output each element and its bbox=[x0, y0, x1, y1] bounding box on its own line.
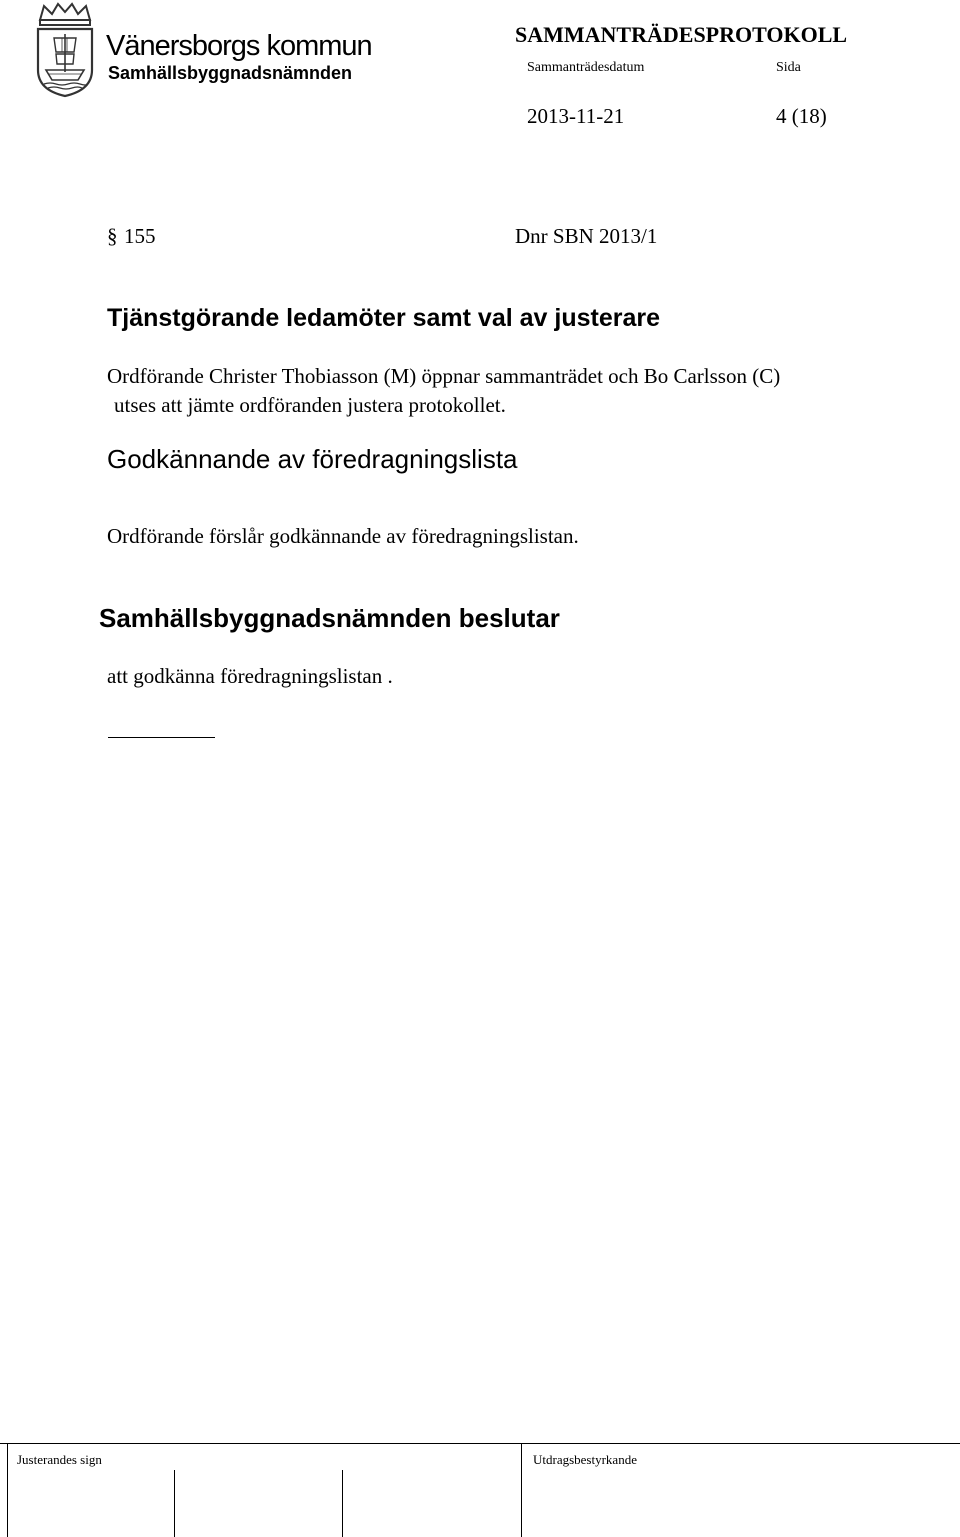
footer-column-line bbox=[342, 1470, 343, 1537]
footer-column-line bbox=[521, 1443, 522, 1537]
paragraph-symbol: § bbox=[107, 224, 118, 248]
municipality-crest-icon bbox=[34, 2, 96, 98]
footer-divider bbox=[0, 1443, 960, 1444]
section-text-attendance-line2: utses att jämte ordföranden justera protokollet. bbox=[114, 393, 506, 417]
paragraph-number: 155 bbox=[124, 224, 156, 248]
department-name: Samhällsbyggnadsnämnden bbox=[108, 63, 353, 83]
page-label: Sida bbox=[776, 60, 801, 75]
page-number-value: 4 (18) bbox=[776, 104, 827, 128]
footer-sign-label: Justerandes sign bbox=[17, 1452, 102, 1467]
section-text-attendance-line1: Ordförande Christer Thobiasson (M) öppnar sammanträdet och Bo Carlsson (C) bbox=[107, 364, 781, 388]
section-heading-attendance: Tjänstgörande ledamöter samt val av justerare bbox=[107, 304, 660, 332]
footer-column-line bbox=[7, 1443, 8, 1537]
section-heading-decision: Samhällsbyggnadsnämnden beslutar bbox=[99, 603, 560, 633]
org-name: Vänersborgs kommun bbox=[106, 30, 372, 62]
meeting-date-label: Sammanträdesdatum bbox=[527, 60, 645, 75]
section-text-agenda: Ordförande förslår godkännande av föredragningslistan. bbox=[107, 524, 579, 548]
meeting-date-value: 2013-11-21 bbox=[527, 104, 625, 128]
section-heading-agenda: Godkännande av föredragningslista bbox=[107, 444, 518, 474]
end-rule bbox=[108, 737, 215, 738]
footer-extract-label: Utdragsbestyrkande bbox=[533, 1452, 637, 1467]
footer-column-line bbox=[174, 1470, 175, 1537]
section-text-decision: att godkänna föredragningslistan . bbox=[107, 664, 393, 688]
registration-number: Dnr SBN 2013/1 bbox=[515, 224, 658, 248]
document-type: SAMMANTRÄDESPROTOKOLL bbox=[515, 22, 848, 47]
